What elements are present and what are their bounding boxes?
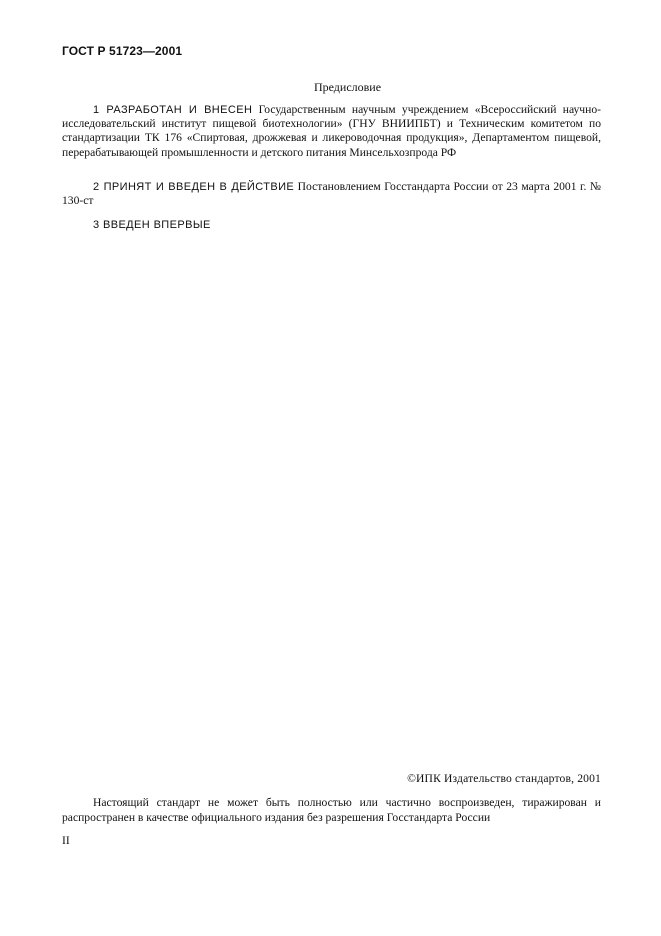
preface-item-1-paragraph: [62, 103, 601, 160]
preface-item-2-text: Постановлением Госстандарта России от 23 марта 2001 г. № 130-ст: [62, 180, 601, 208]
preface-item-3: [62, 218, 601, 232]
preface-item-2-paragraph: [62, 180, 601, 208]
preface-item-1-text: Государственным научным учреждением «Всероссийский научно-исследовательский институт пищевой биотехнологии» (ГНУ ВНИИПБТ) и Техническим комитетом по стандартизации ТК 176 «Спиртовая, дрожжевая и ликероводочная продукция», Департаментом пищевой, перерабатывающей промышленности и детского питания Минсельхозпрода РФ: [62, 103, 601, 159]
reproduction-notice: Настоящий стандарт не может быть полностью или частично воспроизведен, тиражирован и распространен в качестве официального издания без разрешения Госстандарта России: [62, 796, 601, 824]
preface-item-2: [62, 180, 601, 208]
preface-title: Предисловие: [313, 80, 382, 94]
copyright-line: ©ИПК Издательство стандартов, 2001: [407, 772, 601, 785]
preface-item-1: [62, 103, 601, 160]
preface-item-2-lead: 2 ПРИНЯТ И ВВЕДЕН В ДЕЙСТВИЕ: [93, 181, 295, 193]
preface-item-3-paragraph: [62, 218, 601, 232]
preface-item-3-lead: 3 ВВЕДЕН ВПЕРВЫЕ: [93, 219, 211, 231]
page-number: II: [62, 834, 70, 847]
preface-item-1-lead: 1 РАЗРАБОТАН И ВНЕСЕН: [93, 104, 253, 116]
document-code-header: ГОСТ Р 51723—2001: [62, 44, 183, 58]
